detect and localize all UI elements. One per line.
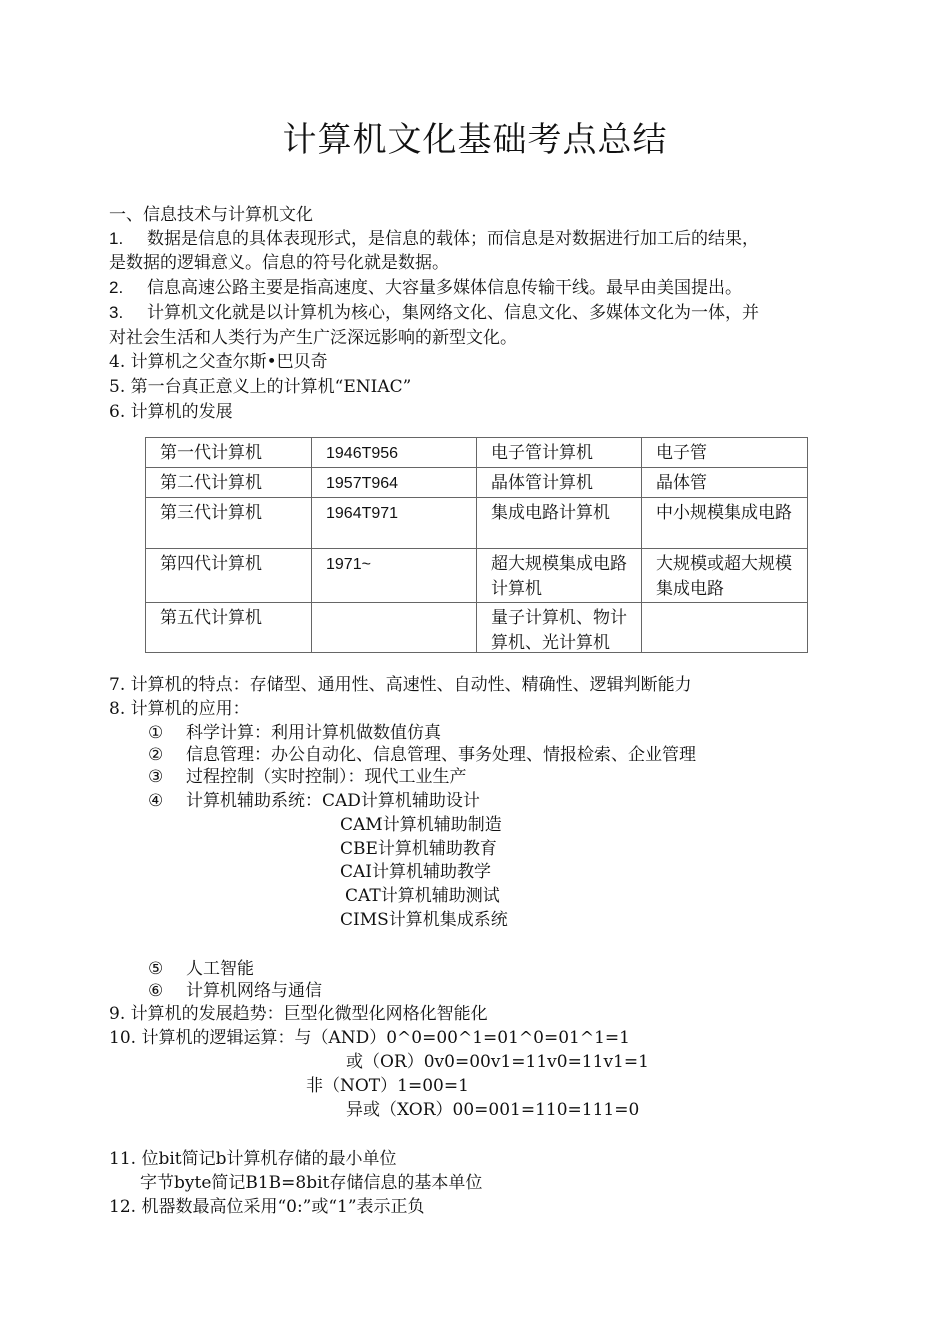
table-cell-years: 1964T971 (312, 498, 477, 549)
table-cell-years (312, 603, 477, 653)
paragraph-9: 9. 计算机的发展趋势：巨型化微型化网格化智能化 (109, 1004, 488, 1024)
item-text: 计算机文化就是以计算机为核心，集网络文化、信息文化、多媒体文化为一体，并 (147, 303, 759, 323)
application-text: 计算机辅助系统：CAD计算机辅助设计 (186, 791, 480, 811)
table-cell-type: 晶体管计算机 (477, 468, 642, 498)
paragraph-8: 8. 计算机的应用： (109, 699, 250, 719)
circled-number: ⑥ (148, 981, 164, 1001)
application-item (148, 721, 441, 745)
application-text: 科学计算：利用计算机做数值仿真 (186, 723, 441, 743)
paragraph-4: 4. 计算机之父查尔斯•巴贝奇 (109, 352, 328, 372)
table-cell-generation: 第五代计算机 (146, 603, 312, 653)
aux-system-item: CIMS计算机集成系统 (340, 910, 508, 930)
table-cell-type (477, 603, 642, 653)
table-cell-component: 中小规模集成电路 (642, 498, 808, 549)
item-number: 3. (109, 303, 124, 322)
table-cell-years: 1946T956 (312, 438, 477, 468)
table-cell-component: 晶体管 (642, 468, 808, 498)
table-cell-years: 1971~ (312, 549, 477, 603)
application-text: 人工智能 (186, 959, 254, 979)
table-cell-type: 超大规模集成电路计算机 (477, 549, 642, 603)
paragraph-5: 5. 第一台真正意义上的计算机“ENIAC” (109, 377, 412, 397)
table-cell-years: 1957T964 (312, 468, 477, 498)
logic-not: 非（NOT）1=00=1 (306, 1076, 469, 1096)
table-cell-generation: 第四代计算机 (146, 549, 312, 603)
table-row (146, 549, 808, 603)
computer-generations-table (145, 437, 808, 653)
application-item (148, 789, 480, 813)
item-text: 数据是信息的具体表现形式，是信息的载体；而信息是对数据进行加工后的结果， (147, 229, 759, 249)
table-cell-type: 电子管计算机 (477, 438, 642, 468)
table-cell-generation: 第二代计算机 (146, 468, 312, 498)
table-row (146, 468, 808, 498)
paragraph-12: 12. 机器数最高位采用“0:”或“1”表示正负 (109, 1197, 425, 1217)
table-cell-generation: 第三代计算机 (146, 498, 312, 549)
circled-number: ⑤ (148, 959, 164, 979)
application-text: 计算机网络与通信 (186, 981, 322, 1001)
circled-number: ④ (148, 791, 164, 811)
application-item (148, 957, 254, 981)
logic-xor: 异或（XOR）00=001=110=111=0 (346, 1100, 640, 1120)
aux-system-item: CBE计算机辅助教育 (340, 839, 497, 859)
item-number: 1. (109, 229, 124, 248)
table-cell-type: 集成电路计算机 (477, 498, 642, 549)
paragraph-11-continued: 字节byte简记B1B=8bit存储信息的基本单位 (140, 1173, 483, 1193)
application-item (148, 979, 322, 1003)
paragraph-1-line-2: 是数据的逻辑意义。信息的符号化就是数据。 (109, 253, 449, 273)
item-text: 信息高速公路主要是指高速度、大容量多媒体信息传输干线。最早由美国提出。 (147, 278, 742, 298)
aux-system-item: CAI计算机辅助教学 (340, 862, 491, 882)
section-heading: 一、信息技术与计算机文化 (109, 205, 313, 225)
logic-or: 或（OR）0v0=00v1=11v0=11v1=1 (346, 1052, 649, 1072)
paragraph-1-line-1 (109, 227, 759, 251)
page-title: 计算机文化基础考点总结 (282, 120, 668, 160)
paragraph-11: 11. 位bit简记b计算机存储的最小单位 (109, 1149, 397, 1169)
application-text: 过程控制（实时控制）：现代工业生产 (186, 767, 467, 787)
table-row (146, 603, 808, 653)
application-item (148, 743, 696, 767)
application-text: 信息管理：办公自动化、信息管理、事务处理、情报检索、企业管理 (186, 745, 696, 765)
table-cell-generation: 第一代计算机 (146, 438, 312, 468)
paragraph-2 (109, 276, 742, 300)
circled-number: ③ (148, 767, 164, 787)
table-cell-component (642, 603, 808, 653)
aux-system-item: CAM计算机辅助制造 (340, 815, 502, 835)
paragraph-3-line-1 (109, 301, 759, 325)
circled-number: ② (148, 745, 164, 765)
paragraph-6: 6. 计算机的发展 (109, 402, 233, 422)
table-row (146, 498, 808, 549)
application-item (148, 765, 467, 789)
table-cell-type-text: 量子计算机、物计算机、光计算机 (491, 608, 627, 652)
item-number: 2. (109, 278, 124, 297)
table-cell-component: 电子管 (642, 438, 808, 468)
table-row (146, 438, 808, 468)
paragraph-10: 10. 计算机的逻辑运算：与（AND）0^0=00^1=01^0=01^1=1 (109, 1028, 630, 1048)
circled-number: ① (148, 723, 164, 743)
paragraph-3-line-2: 对社会生活和人类行为产生广泛深远影响的新型文化。 (109, 328, 517, 348)
table-cell-component: 大规模或超大规模集成电路 (642, 549, 808, 603)
aux-system-item: CAT计算机辅助测试 (345, 886, 500, 906)
paragraph-7: 7. 计算机的特点：存储型、通用性、高速性、自动性、精确性、逻辑判断能力 (109, 675, 692, 695)
